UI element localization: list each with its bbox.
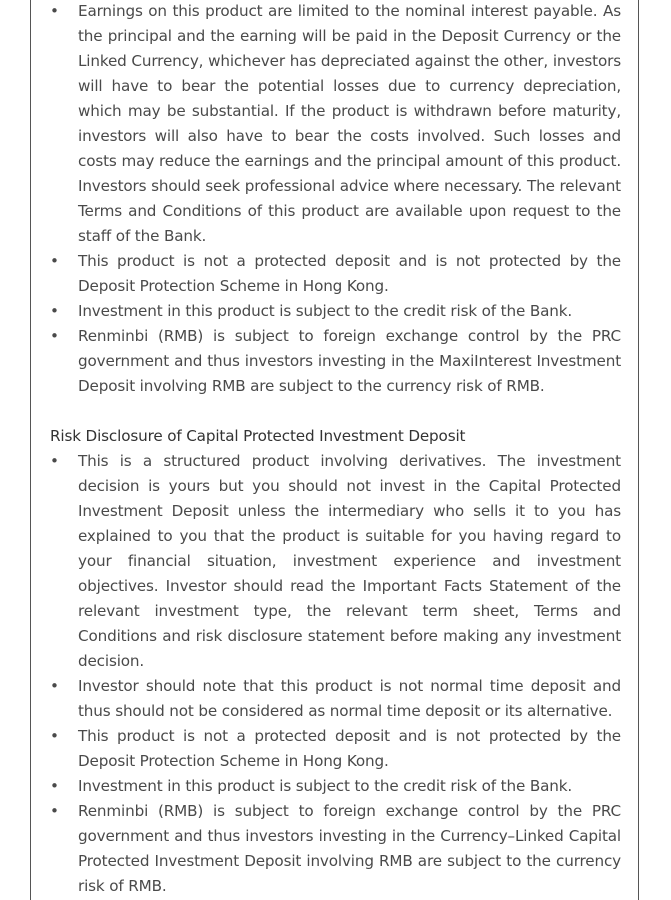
- bullet-icon: •: [50, 452, 59, 470]
- list-item: [50, 674, 621, 724]
- list-item-text: This product is not a protected deposit and is not protected by the Deposit Protection Scheme in Hong Kong.: [78, 252, 621, 295]
- bullet-icon: •: [50, 777, 59, 795]
- list-item: [50, 299, 621, 324]
- maxiinterest-risk-list: [50, 0, 621, 399]
- list-item-text: Investment in this product is subject to the credit risk of the Bank.: [78, 302, 573, 320]
- bullet-icon: •: [50, 327, 59, 345]
- list-item: [50, 449, 621, 674]
- bullet-icon: •: [50, 302, 59, 320]
- list-item: [50, 774, 621, 799]
- bullet-icon: •: [50, 802, 59, 820]
- list-item: [50, 249, 621, 299]
- list-item: [50, 724, 621, 774]
- risk-disclosure-content: [50, 0, 621, 899]
- list-item-text: Renminbi (RMB) is subject to foreign exchange control by the PRC government and thus investors investing in the MaxiInterest Investment Deposit involving RMB are subject to the currency risk of RMB.: [78, 327, 621, 395]
- section-heading: Risk Disclosure of Capital Protected Investment Deposit: [50, 427, 466, 445]
- bullet-icon: •: [50, 727, 59, 745]
- list-item: [50, 799, 621, 899]
- list-item: [50, 0, 621, 249]
- bullet-icon: •: [50, 2, 59, 20]
- capital-protected-risk-list: [50, 449, 621, 899]
- list-item-text: This is a structured product involving derivatives. The investment decision is yours but you should not invest in the Capital Protected Investment Deposit unless the intermediary who sells it to you has explained to you that the product is suitable for you having regard to your financial situation, investment experience and investment objectives. Investor should read the Important Facts Statement of the relevant investment type, the relevant term sheet, Terms and Conditions and risk disclosure statement before making any investment decision.: [78, 452, 621, 670]
- bullet-icon: •: [50, 677, 59, 695]
- list-item-text: Renminbi (RMB) is subject to foreign exchange control by the PRC government and thus investors investing in the Currency–Linked Capital Protected Investment Deposit involving RMB are subject to the currency risk of RMB.: [78, 802, 621, 895]
- list-item: [50, 324, 621, 399]
- bullet-icon: •: [50, 252, 59, 270]
- list-item-text: Earnings on this product are limited to the nominal interest payable. As the principal and the earning will be paid in the Deposit Currency or the Linked Currency, whichever has depreciated against the other, investors will have to bear the potential losses due to currency depreciation, which may be substantial. If the product is withdrawn before maturity, investors will also have to bear the costs involved. Such losses and costs may reduce the earnings and the principal amount of this product. Investors should seek professional advice where necessary. The relevant Terms and Conditions of this product are available upon request to the staff of the Bank.: [78, 2, 621, 245]
- list-item-text: This product is not a protected deposit and is not protected by the Deposit Protection Scheme in Hong Kong.: [78, 727, 621, 770]
- list-item-text: Investment in this product is subject to the credit risk of the Bank.: [78, 777, 573, 795]
- list-item-text: Investor should note that this product is not normal time deposit and thus should not be considered as normal time deposit or its alternative.: [78, 677, 621, 720]
